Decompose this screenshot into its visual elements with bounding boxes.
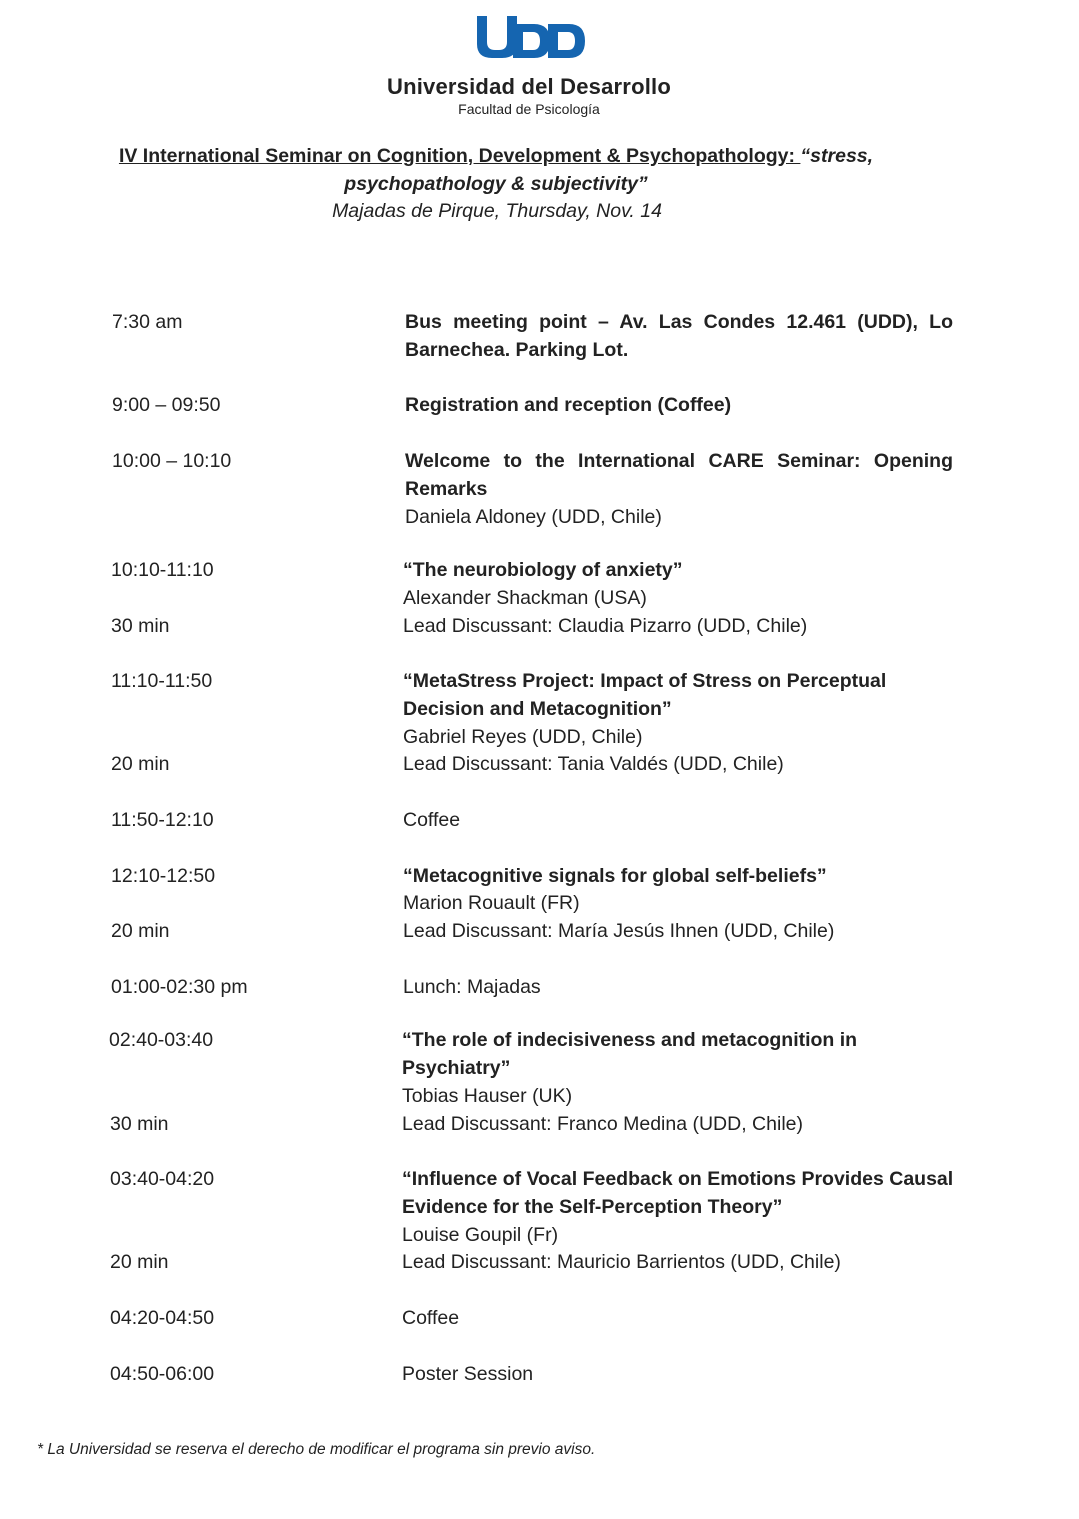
schedule-title: “Metacognitive signals for global self-beliefs” [403,865,827,887]
schedule-speaker: Marion Rouault (FR) [403,892,580,914]
schedule-time: 10:10-11:10 [111,559,214,581]
event-location-date: Majadas de Pirque, Thursday, Nov. 14 [332,200,662,222]
schedule-time: 12:10-12:50 [111,865,216,887]
schedule-title: Coffee [403,809,461,831]
schedule-title: Lunch: Majadas [403,976,541,998]
schedule-duration: 30 min [110,1113,169,1135]
schedule-title: “The neurobiology of anxiety” [403,559,683,581]
schedule-duration: 30 min [111,615,170,637]
schedule-title: “The role of indecisiveness and metacognition in Psychiatry” [402,1029,858,1079]
schedule-speaker: Louise Goupil (Fr) [402,1224,559,1246]
title-italic-part-1: “stress, [800,145,874,167]
schedule-time: 9:00 – 09:50 [112,394,221,416]
schedule-speaker: Tobias Hauser (UK) [402,1085,573,1107]
title-plain: IV International Seminar on Cognition, Development & Psychopathology: [118,145,801,167]
schedule-title: Coffee [402,1307,460,1329]
schedule-speaker: Alexander Shackman (USA) [403,587,647,609]
title-italic-part-2: psychopathology & subjectivity” [344,173,648,195]
schedule-discussant: Lead Discussant: Mauricio Barrientos (UDD, Chile) [402,1251,841,1273]
schedule-time: 03:40-04:20 [110,1168,215,1190]
footnote: * La Universidad se reserva el derecho de modificar el programa sin previo aviso. [37,1441,596,1458]
schedule-discussant: Lead Discussant: Claudia Pizarro (UDD, Chile) [403,615,808,637]
schedule-discussant: Lead Discussant: Franco Medina (UDD, Chile) [402,1113,803,1135]
schedule-time: 11:50-12:10 [111,809,214,831]
schedule-time: 10:00 – 10:10 [112,450,232,472]
schedule-title: Registration and reception (Coffee) [405,394,732,416]
schedule-speaker: Daniela Aldoney (UDD, Chile) [405,506,662,528]
schedule-time: 01:00-02:30 pm [111,976,248,998]
schedule-title: Poster Session [402,1363,534,1385]
schedule-title: Bus meeting point – Av. Las Condes 12.461 (UDD), Lo Barnechea. Parking Lot. [405,311,953,361]
schedule-time: 04:20-04:50 [110,1307,215,1329]
schedule-title: “MetaStress Project: Impact of Stress on Perceptual Decision and Metacognition” [403,670,887,720]
schedule-time: 7:30 am [112,311,183,333]
schedule-title: Welcome to the International CARE Seminar: Opening Remarks [405,450,953,500]
schedule-duration: 20 min [110,1251,169,1273]
schedule-time: 02:40-03:40 [109,1029,214,1051]
schedule-time: 11:10-11:50 [111,670,213,692]
schedule-title: “Influence of Vocal Feedback on Emotions Provides Causal Evidence for the Self-Perception Theory” [402,1168,954,1218]
schedule-duration: 20 min [111,920,170,942]
schedule-speaker: Gabriel Reyes (UDD, Chile) [403,726,643,748]
udd-logo-icon [476,16,588,60]
university-name: Universidad del Desarrollo [387,74,671,99]
schedule-duration: 20 min [111,753,170,775]
faculty-name: Facultad de Psicología [458,101,600,117]
schedule-time: 04:50-06:00 [110,1363,215,1385]
seminar-title [100,142,892,198]
header [0,12,1079,117]
schedule-discussant: Lead Discussant: María Jesús Ihnen (UDD, Chile) [403,920,835,942]
schedule-discussant: Lead Discussant: Tania Valdés (UDD, Chile) [403,753,784,775]
